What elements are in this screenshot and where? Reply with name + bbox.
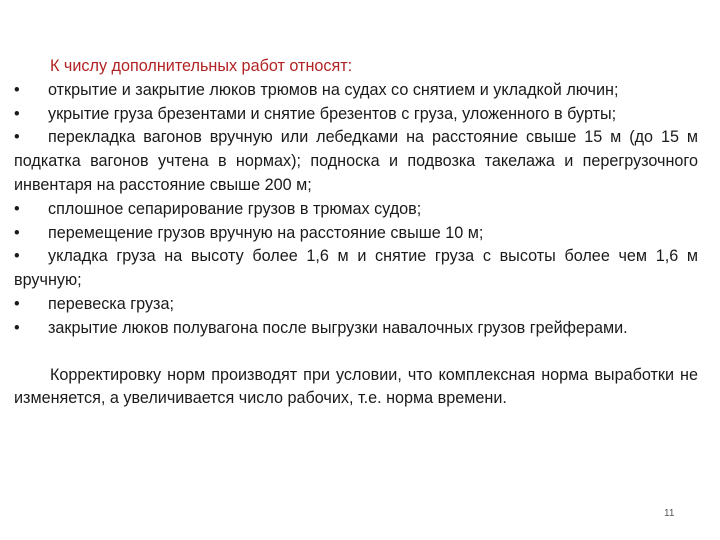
list-item-text: сплошное сепарирование грузов в трюмах судов; [48,199,422,218]
slide-heading: К числу дополнительных работ относят: [50,57,353,75]
bullet-icon: • [14,318,20,337]
list-item [14,79,698,103]
page-number: 11 [664,508,675,519]
list-item-text: закрытие люков полувагона после выгрузки навалочных грузов грейферами. [48,318,628,337]
bullet-icon: • [14,294,20,313]
list-item-text: перемещение грузов вручную на расстояние свыше 10 м; [48,223,484,242]
bullet-icon: • [14,80,20,99]
bullet-icon: • [14,199,20,218]
bullet-icon: • [14,223,20,242]
bullet-icon: • [14,247,20,266]
list-item [14,245,698,293]
additional-works-list [14,79,698,341]
bullet-icon: • [14,104,20,123]
list-item [14,198,698,222]
list-item [14,293,698,317]
list-item [14,222,698,246]
list-item [14,126,698,197]
list-item-text: открытие и закрытие люков трюмов на судах со снятием и укладкой лючин; [48,80,619,99]
list-item [14,317,698,341]
list-item-text: укладка груза на высоту более 1,6 м и снятие груза с высоты более чем 1,6 м вручную; [14,247,698,290]
list-item-text: перевеска груза; [48,294,174,313]
list-item [14,103,698,127]
correction-paragraph: Корректировку норм производят при условии, что комплексная норма выработки не изменяется, а увеличивается число рабочих, т.е. норма времени. [14,365,698,408]
slide-content [14,55,698,411]
list-item-text: перекладка вагонов вручную или лебедками на расстояние свыше 15 м (до 15 м подкатка вагонов учтена в нормах); подноска и подвозка такелажа и перегрузочного инвентаря на расстояние свыше 200 м; [14,128,698,194]
bullet-icon: • [14,128,20,147]
list-item-text: укрытие груза брезентами и снятие брезентов с груза, уложенного в бурты; [48,104,617,123]
